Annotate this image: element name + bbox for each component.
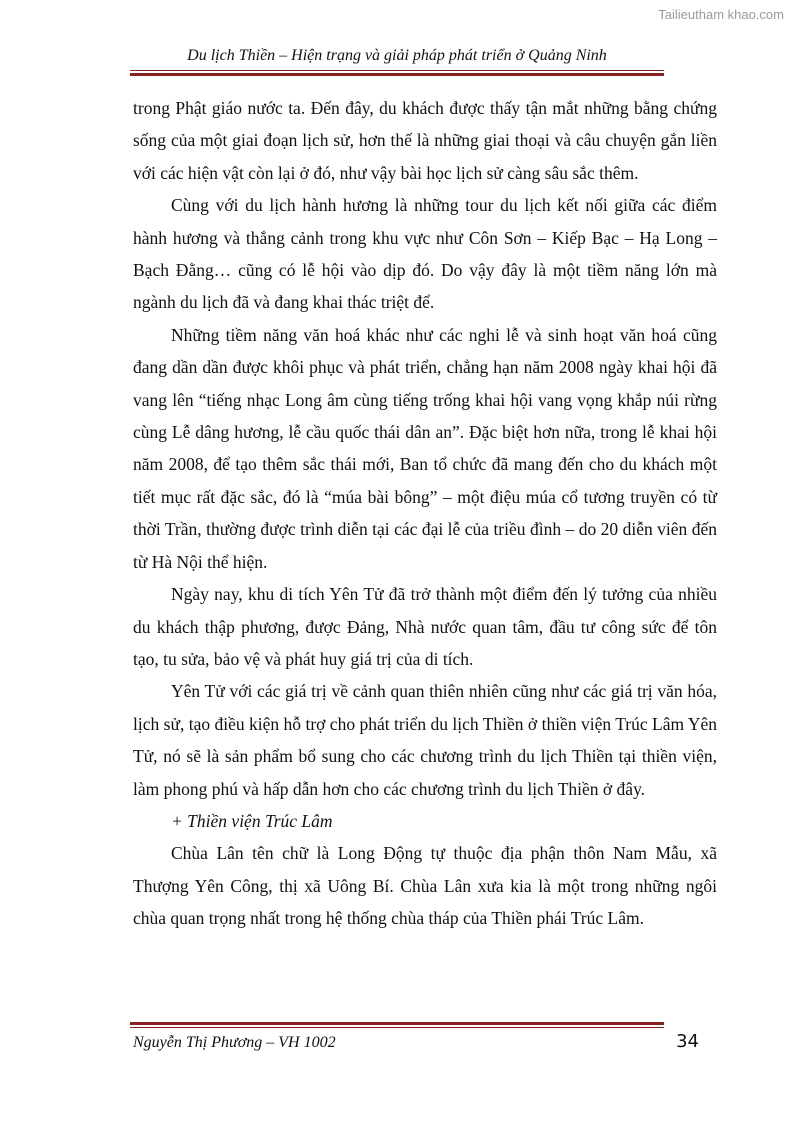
header-divider-thick — [130, 73, 664, 76]
page-number: 34 — [676, 1031, 699, 1052]
footer-divider-thin — [130, 1027, 664, 1028]
paragraph: Chùa Lân tên chữ là Long Động tự thuộc địa phận thôn Nam Mẫu, xã Thượng Yên Công, thị xã Uông Bí. Chùa Lân xưa kia là một trong những ngôi chùa quan trọng nhất trong hệ thống chùa tháp của Thiền phái Trúc Lâm. — [133, 843, 717, 929]
paragraph: trong Phật giáo nước ta. Đến đây, du khách được thấy tận mắt những bằng chứng sống của một giai đoạn lịch sử, hơn thế là những giai thoại và câu chuyện gắn liền với các hiện vật còn lại ở đó, như vậy bài học lịch sử càng sâu sắc thêm. — [133, 98, 717, 183]
paragraph: Cùng với du lịch hành hương là những tour du lịch kết nối giữa các điểm hành hương và thắng cảnh trong khu vực như Côn Sơn – Kiếp Bạc – Hạ Long – Bạch Đằng… cũng có lễ hội vào dịp đó. Do vậy đây là một tiềm năng lớn mà ngành du lịch đã và đang khai thác triệt để. — [133, 195, 717, 313]
paragraph: Ngày nay, khu di tích Yên Tử đã trở thành một điểm đến lý tưởng của nhiều du khách thập phương, được Đảng, Nhà nước quan tâm, đầu tư công sức để tôn tạo, tu sửa, bảo vệ và phát huy giá trị của di tích. — [133, 584, 717, 669]
header-divider-thin — [130, 70, 664, 71]
paragraph: Yên Tử với các giá trị về cảnh quan thiên nhiên cũng như các giá trị văn hóa, lịch sử, tạo điều kiện hỗ trợ cho phát triển du lịch Thiền ở thiền viện Trúc Lâm Yên Tử, nó sẽ là sản phẩm bổ sung cho các chương trình du lịch Thiền tại thiền viện, làm phong phú và hấp dẫn hơn cho các chương trình du lịch Thiền ở đây. — [133, 681, 717, 799]
footer-author: Nguyễn Thị Phương – VH 1002 — [133, 1034, 336, 1051]
paragraph: Những tiềm năng văn hoá khác như các nghi lễ và sinh hoạt văn hoá cũng đang dần dần được khôi phục và phát triển, chẳng hạn năm 2008 ngày khai hội đã vang lên “tiếng nhạc Long âm cùng tiếng trống khai hội vang vọng khắp núi rừng cùng Lễ dâng hương, lễ cầu quốc thái dân an”. Đặc biệt hơn nữa, trong lễ khai hội năm 2008, để tạo thêm sắc thái mới, Ban tổ chức đã mang đến cho du khách một tiết mục rất đặc sắc, đó là “múa bài bông” – một điệu múa cổ tương truyền có từ thời Trần, thường được trình diễn tại các đại lễ của triều đình – do 20 diễn viên đến từ Hà Nội thể hiện. — [133, 324, 717, 572]
footer-divider-thick — [130, 1022, 664, 1025]
page-header-title: Du lịch Thiền – Hiện trạng và giải pháp phát triển ở Quảng Ninh — [187, 47, 607, 64]
body-text — [133, 92, 717, 935]
watermark: Tailieutham khao.com — [658, 7, 784, 22]
section-heading: + Thiền viện Trúc Lâm — [171, 810, 333, 831]
